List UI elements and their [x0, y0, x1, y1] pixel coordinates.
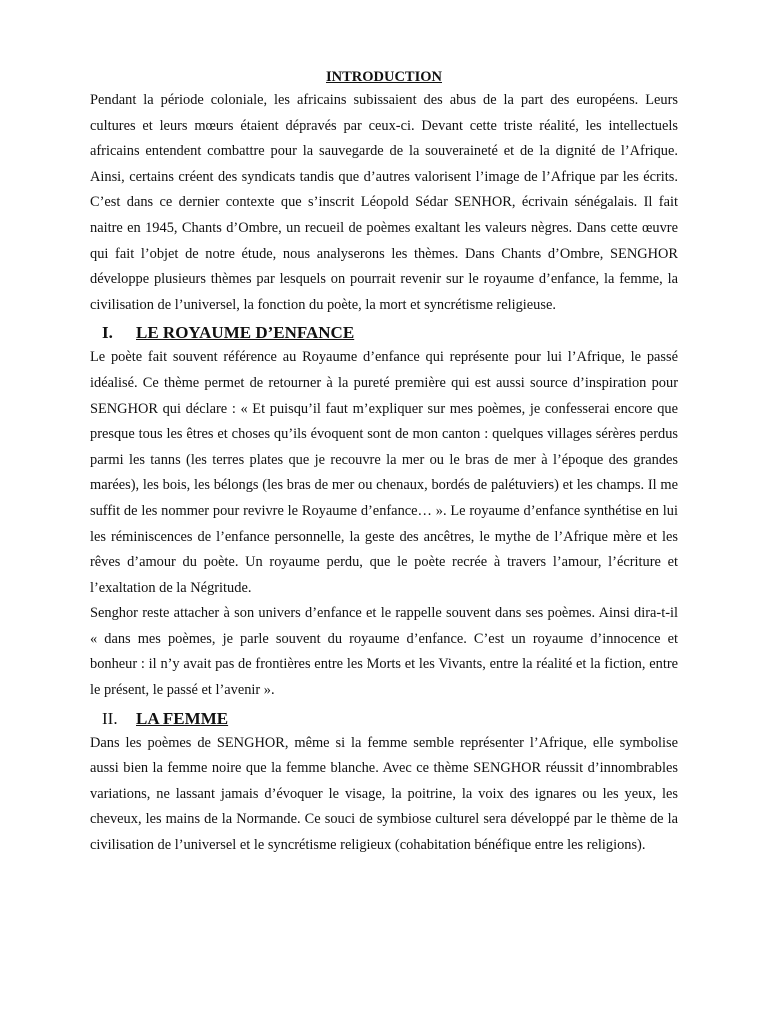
intro-paragraph: Pendant la période coloniale, les africains subissaient des abus de la part des européens. Leurs cultures et leurs mœurs étaient dépravés par ceux-ci. Devant cette triste réalité, les intellectuels africains entendent combattre pour la sauvegarde de la souveraineté et de la dignité de l’Afrique. Ainsi, certains créent des syndicats tandis que d’autres valorisent l’image de l’Afrique par les écrits. C’est dans ce dernier contexte que s’inscrit Léopold Sédar SENHOR, écrivain sénégalais. Il fait naitre en 1945, Chants d’Ombre, un recueil de poèmes exaltant les valeurs nègres. Dans cette œuvre qui fait l’objet de notre étude, nous analyserons les thèmes. Dans Chants d’Ombre, SENGHOR développe plusieurs thèmes par lesquels on pourrait revenir sur le royaume d’enfance, la femme, la civilisation de l’universel, la fonction du poète, la mort et syncrétisme religieuse. — [90, 92, 678, 313]
section-1-paragraph-2: Senghor reste attacher à son univers d’enfance et le rappelle souvent dans ses poèmes. Ainsi dira-t-il « dans mes poèmes, je parle souvent du royaume d’enfance. C’est un royaume d’innocence et bonheur : il n’y avait pas de frontières entre les Morts et les Vivants, entre la réalité et la fiction, entre le présent, le passé et l’avenir ». — [90, 605, 678, 699]
section-title-2: LA FEMME — [136, 708, 229, 728]
section-number-1: I. — [102, 323, 113, 343]
section-2-paragraph-1: Dans les poèmes de SENGHOR, même si la femme semble représenter l’Afrique, elle symbolise aussi bien la femme noire que la femme blanche. Avec ce thème SENGHOR réussit d’innombrables variations, ne lassant jamais d’évoquer le visage, la poitrine, la voix des ignares ou les yeux, les cheveux, les mains de la Normande. Ce souci de symbiose culturel sera développé par le thème de la civilisation de l’universel et le syncrétisme religieux (cohabitation bénéfique entre les religions). — [90, 734, 678, 854]
section-number-2: II. — [102, 708, 118, 728]
section-heading-1 — [90, 321, 678, 345]
section-heading-2 — [90, 707, 678, 731]
document-title: INTRODUCTION — [325, 69, 442, 85]
section-1-paragraph-1: Le poète fait souvent référence au Royaume d’enfance qui représente pour lui l’Afrique, le passé idéalisé. Ce thème permet de retourner à la pureté première qui est aussi source d’inspiration pour SENGHOR qui déclare : « Et puisqu’il faut m’expliquer sur mes poèmes, je confesserai encore que presque tous les êtres et choses qu’ils évoquent sont de mon canton : quelques villages sérères perdus parmi les tanns (les terres plates que je recouvre la mer ou le bras de mer à l’époque des grandes marées), les bois, les bélongs (les bras de mer ou chenaux, bordés de palétuviers) et les champs. Il me suffit de les nommer pour revivre le Royaume d’enfance… ». Le royaume d’enfance synthétise en lui les réminiscences de l’enfance personnelle, la geste des ancêtres, le mythe de l’Afrique mère et les rêves d’amour du poète. Un royaume perdu, que le poète recrée à travers l’amour, l’écriture et l’exaltation de la Négritude. — [90, 349, 678, 596]
section-title-1: LE ROYAUME D’ENFANCE — [136, 323, 355, 343]
